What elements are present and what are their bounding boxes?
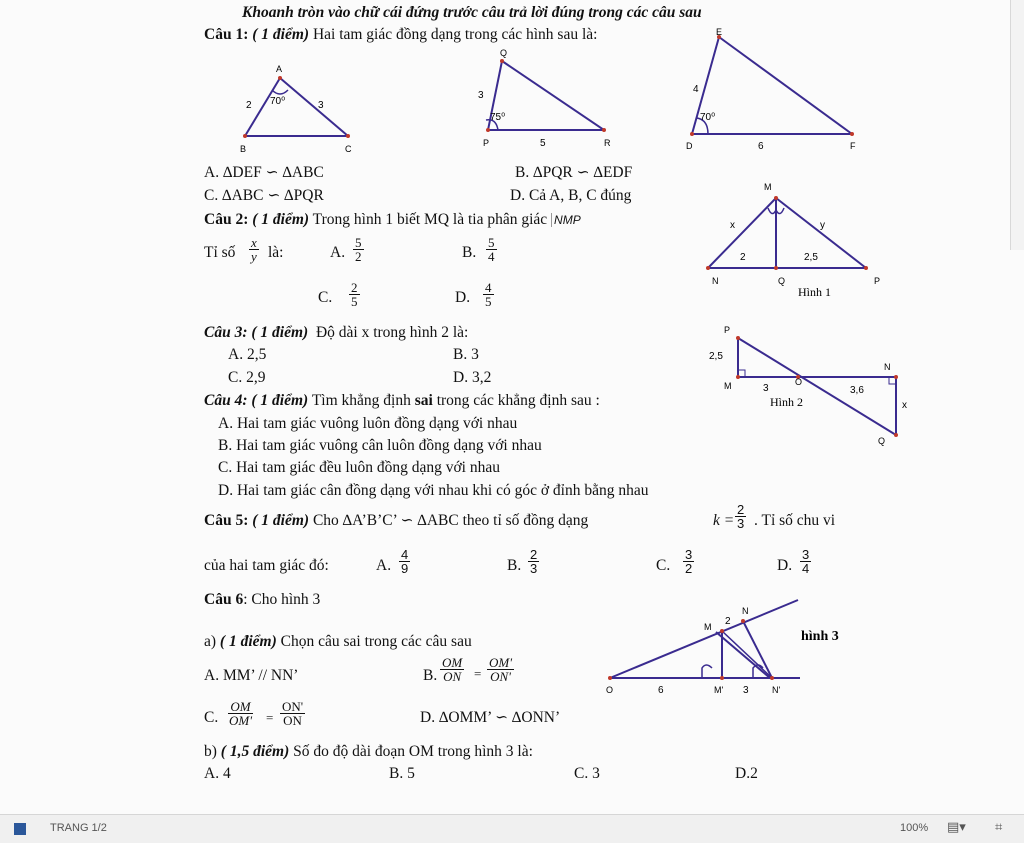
q2-a-den: 2 — [355, 249, 362, 264]
q5-option-d-fraction — [800, 548, 811, 575]
q6b-text: Số đo độ dài đoạn OM trong hình 3 là: — [293, 743, 533, 760]
q2-head: Câu 2: — [204, 211, 249, 228]
q5-text-end: . Tỉ số chu vi — [754, 512, 836, 529]
fig-h1-q: Q — [778, 276, 786, 286]
zoom-level[interactable]: 100% — [900, 822, 929, 834]
q6a-pre: a) — [204, 633, 217, 650]
q2-option-b-fraction — [486, 236, 497, 263]
fig-h3-side-1: 2 — [725, 616, 731, 627]
triangle-pqr — [478, 48, 611, 149]
q1-option-a[interactable]: A. ∆DEF ∽ ∆ABC — [204, 164, 324, 181]
fig3-side-2: 6 — [758, 141, 764, 152]
q5-c-num: 3 — [685, 547, 693, 562]
fig1-label-b: B — [240, 144, 247, 154]
q5-head: Câu 5: — [204, 512, 249, 529]
q6a-c-fraction-2 — [280, 700, 305, 727]
fig3-side-1: 4 — [693, 84, 699, 95]
q2-ratio-fraction — [249, 236, 259, 263]
fig3-label-e: E — [716, 28, 723, 37]
fig-h2-o: O — [795, 377, 803, 387]
q5-k-den: 3 — [737, 516, 745, 531]
q2-ratio-prefix: Tỉ số — [204, 244, 236, 261]
q6a-c-f2-den: ON — [283, 713, 302, 728]
q6a-option-d[interactable]: D. ∆OMM’ ∽ ∆ONN’ — [420, 709, 561, 726]
fig3-label-d: D — [686, 141, 693, 151]
fig3-angle: 70⁰ — [700, 112, 716, 123]
q2-option-d-fraction — [483, 281, 494, 308]
q2-c-den: 5 — [351, 294, 358, 309]
q6a-b-f2-den: ON' — [490, 669, 511, 684]
q6-text: : Cho hình 3 — [243, 591, 321, 608]
q5-a-den: 9 — [401, 561, 409, 576]
figure-2 — [700, 322, 910, 452]
q2-c-num: 2 — [351, 280, 358, 295]
fig1-side-2: 3 — [318, 100, 324, 111]
q6b-option-b[interactable]: B. 5 — [389, 765, 415, 782]
q1-text: Hai tam giác đồng dạng trong các hình sau là: — [312, 26, 598, 43]
q5-option-b[interactable]: B. — [507, 557, 522, 574]
q5-option-a[interactable]: A. — [376, 557, 392, 574]
q5-k-fraction — [735, 503, 746, 530]
fig-h3-side-3: 3 — [743, 685, 749, 696]
q6a-b-equals: = — [474, 666, 482, 681]
q1-option-c[interactable]: C. ∆ABC ∽ ∆PQR — [204, 187, 324, 204]
q5-points: ( 1 điểm) — [252, 512, 310, 529]
fig-h3-n: N — [742, 606, 749, 616]
q6a-c-f1-den: OM' — [229, 713, 252, 728]
q4-option-d[interactable]: D. Hai tam giác cân đồng dạng với nhau khi có góc ở đỉnh bằng nhau — [218, 482, 649, 499]
fig-h1-side-1: 2 — [740, 252, 746, 263]
fig-h1-caption: Hình 1 — [798, 285, 831, 299]
q4-option-c[interactable]: C. Hai tam giác đều luôn đồng dạng với nhau — [218, 459, 500, 476]
q5-a-num: 4 — [401, 547, 409, 562]
fit-page-icon[interactable]: ⌗ — [995, 819, 1003, 834]
q5-d-num: 3 — [802, 547, 810, 562]
fig2-label-p: P — [483, 138, 490, 148]
q2-b-num: 5 — [488, 235, 495, 250]
fig-h1-n: N — [712, 276, 719, 286]
q2-ratio-num: x — [251, 235, 257, 250]
q6b-option-d[interactable]: D.2 — [735, 765, 758, 782]
fig-h2-p: P — [724, 325, 731, 335]
q5-option-b-fraction — [528, 548, 539, 575]
fig-h2-x: x — [902, 400, 907, 411]
q4-option-a[interactable]: A. Hai tam giác vuông luôn đồng dạng với nhau — [218, 415, 518, 432]
q2-points: ( 1 điểm) — [252, 211, 310, 228]
q4-text-post: trong các khẳng định sau : — [436, 392, 600, 409]
q6a-points: ( 1 điểm) — [219, 633, 277, 650]
q3-option-a[interactable]: A. 2,5 — [228, 346, 267, 363]
fig1-side-1: 2 — [246, 100, 252, 111]
q6b-prompt — [204, 743, 533, 761]
fig-h3-m-prime: M' — [714, 685, 724, 695]
fig-h3-caption: hình 3 — [801, 629, 839, 644]
q4-text-bold: sai — [414, 392, 433, 409]
q2-option-a[interactable]: A. — [330, 244, 346, 261]
q1-head: Câu 1: — [204, 26, 249, 43]
fig-h3-o: O — [606, 685, 614, 695]
fig2-label-r: R — [604, 138, 611, 148]
fig-h2-q: Q — [878, 436, 886, 446]
q6b-option-a[interactable]: A. 4 — [204, 765, 231, 782]
q6a-c-f1-num: OM — [230, 699, 251, 714]
fig-h1-x: x — [730, 220, 735, 231]
q3-option-d[interactable]: D. 3,2 — [453, 369, 492, 386]
page-indicator[interactable]: TRANG 1/2 — [50, 822, 107, 834]
fig1-angle: 70⁰ — [270, 96, 286, 107]
q6a-prompt — [204, 633, 472, 651]
instruction: Khoanh tròn vào chữ cái đứng trước câu trả lời đúng trong các câu sau — [242, 4, 702, 21]
q6-head: Câu 6 — [204, 591, 244, 608]
fig3-label-f: F — [850, 141, 856, 151]
q5-k-num: 2 — [737, 502, 745, 517]
q2-option-d[interactable]: D. — [455, 289, 471, 306]
word-doc-icon[interactable] — [14, 823, 26, 835]
q6a-c-fraction-1 — [227, 700, 254, 727]
figure-1 — [700, 178, 890, 303]
q5-option-d[interactable]: D. — [777, 557, 793, 574]
status-bar — [0, 814, 1024, 843]
fig-h2-side-3: 3,6 — [850, 385, 864, 396]
q1-points: ( 1 điểm) — [252, 26, 310, 43]
q4-text-pre: Tìm khẳng định — [311, 392, 411, 409]
fig-h3-side-2: 6 — [658, 685, 664, 696]
view-mode-icon[interactable]: ▤▾ — [947, 819, 966, 834]
q1-option-d[interactable]: D. Cả A, B, C đúng — [510, 187, 632, 204]
question-3 — [204, 324, 468, 342]
fig-h1-y: y — [820, 220, 825, 231]
q6a-option-b[interactable]: B. — [423, 667, 438, 684]
q5-line-2: của hai tam giác đó: — [204, 557, 329, 574]
q2-ratio-suffix: là: — [268, 244, 284, 261]
q3-text: Độ dài x trong hình 2 là: — [315, 324, 469, 341]
q2-d-num: 4 — [485, 280, 492, 295]
fig-h1-m: M — [764, 182, 772, 192]
fig-h2-m: M — [724, 381, 732, 391]
question-6 — [204, 591, 320, 609]
q6a-b-f2-num: OM' — [489, 655, 512, 670]
q2-a-num: 5 — [355, 235, 362, 250]
q3-option-c[interactable]: C. 2,9 — [228, 369, 266, 386]
fig2-label-q: Q — [500, 48, 508, 58]
q2-option-a-fraction — [353, 236, 364, 263]
fig1-label-a: A — [276, 64, 283, 74]
q6a-option-c[interactable]: C. — [204, 709, 219, 726]
q5-option-c[interactable]: C. — [656, 557, 671, 574]
q2-b-den: 4 — [488, 249, 495, 264]
q4-option-b[interactable]: B. Hai tam giác vuông cân luôn đồng dạng với nhau — [218, 437, 542, 454]
q4-head: Câu 4: — [204, 392, 248, 409]
q6a-b-fraction-2 — [487, 656, 514, 683]
fig-h1-p: P — [874, 276, 881, 286]
q3-head: Câu 3: — [204, 324, 248, 341]
q1-option-b[interactable]: B. ∆PQR ∽ ∆EDF — [515, 164, 633, 181]
q6b-pre: b) — [204, 743, 217, 760]
page-edge — [1010, 0, 1024, 250]
q2-angle-nmp: NMP — [551, 213, 581, 227]
q5-option-c-fraction — [683, 548, 694, 575]
q6a-c-equals: = — [266, 710, 274, 725]
question-5 — [204, 512, 588, 530]
q2-option-c[interactable]: C. — [318, 289, 333, 306]
q5-option-a-fraction — [399, 548, 410, 575]
fig-h2-side-2: 3 — [763, 383, 769, 394]
q6b-points: ( 1,5 điểm) — [220, 743, 290, 760]
q5-b-den: 3 — [530, 561, 538, 576]
figure-3 — [600, 596, 860, 700]
q6b-option-c[interactable]: C. 3 — [574, 765, 600, 782]
fig1-label-c: C — [345, 144, 352, 154]
q3-option-b[interactable]: B. 3 — [453, 346, 479, 363]
q3-points: ( 1 điểm) — [251, 324, 309, 341]
q2-option-b[interactable]: B. — [462, 244, 477, 261]
q6a-b-f1-den: ON — [443, 669, 462, 684]
q6a-b-fraction-1 — [440, 656, 464, 683]
q1-figures — [200, 28, 870, 158]
fig2-angle: 75⁰ — [490, 112, 506, 123]
triangle-abc — [240, 64, 352, 154]
fig-h3-n-prime: N' — [772, 685, 781, 695]
q2-ratio-den: y — [251, 249, 257, 264]
question-2 — [204, 211, 581, 229]
fig-h3-m: M — [704, 622, 712, 632]
q6a-option-a[interactable]: A. MM’ // NN’ — [204, 667, 299, 684]
q4-points: ( 1 điểm) — [251, 392, 309, 409]
fig-h2-n: N — [884, 362, 891, 372]
q6a-b-f1-num: OM — [442, 655, 463, 670]
fig-h2-side-1: 2,5 — [709, 351, 723, 362]
q5-c-den: 2 — [685, 561, 693, 576]
fig2-side-1: 3 — [478, 90, 484, 101]
q5-b-num: 2 — [530, 547, 538, 562]
q5-k-label: k = — [713, 512, 735, 529]
fig2-side-2: 5 — [540, 138, 546, 149]
q6a-text: Chọn câu sai trong các câu sau — [280, 633, 472, 650]
fig-h2-caption: Hình 2 — [770, 395, 803, 409]
q2-option-c-fraction — [349, 281, 360, 308]
q6a-c-f2-num: ON' — [282, 699, 304, 714]
question-4 — [204, 392, 600, 410]
q2-text: Trong hình 1 biết MQ là tia phân giác — [312, 211, 548, 228]
triangle-def — [686, 28, 856, 152]
q2-d-den: 5 — [485, 294, 492, 309]
fig-h1-side-2: 2,5 — [804, 252, 818, 263]
q5-text: Cho ∆A’B’C’ ∽ ∆ABC theo tỉ số đồng dạng — [312, 512, 589, 529]
q5-d-den: 4 — [802, 561, 810, 576]
